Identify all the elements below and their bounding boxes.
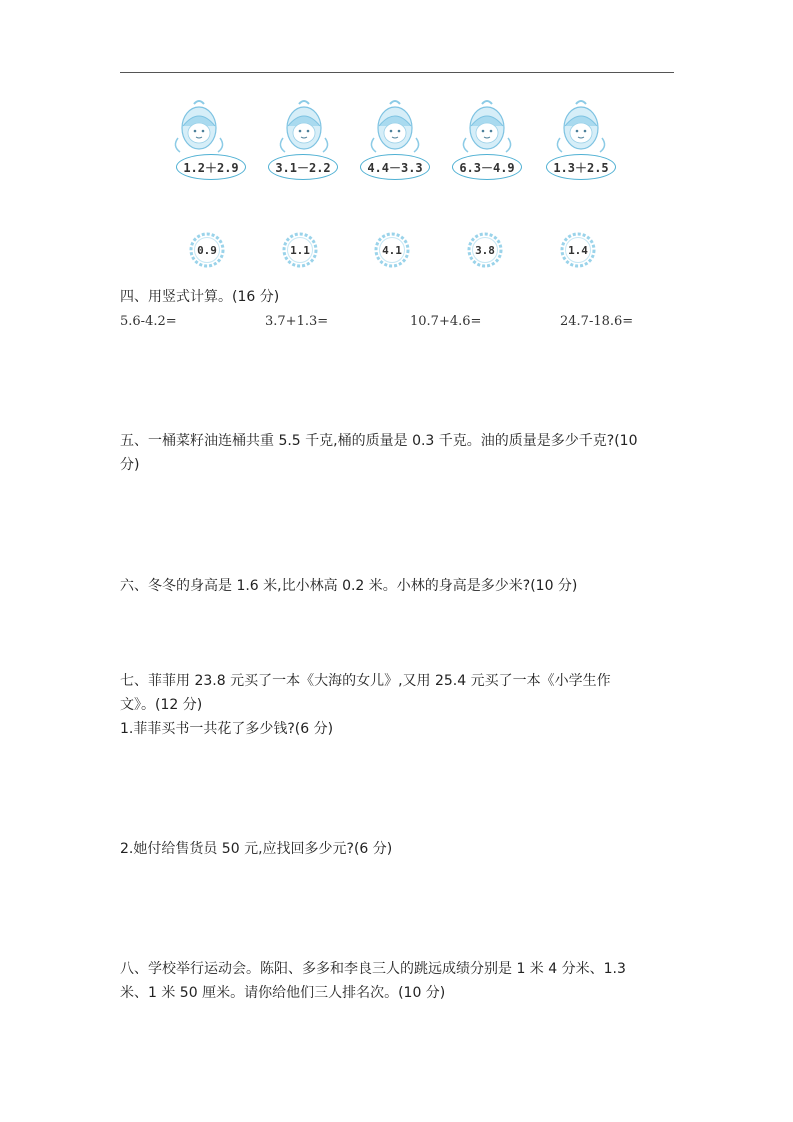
expression-oval: 1.3＋2.5	[546, 154, 616, 180]
section-7-question-2: 2.她付给售货员 50 元,应找回多少元?(6 分)	[120, 841, 393, 857]
section-8-line-1: 八、学校举行运动会。陈阳、多多和李良三人的跳远成绩分别是 1 米 4 分米、1.3	[120, 961, 626, 977]
calc-problem: 10.7+4.6=	[410, 314, 482, 329]
answer-wreath	[372, 230, 412, 270]
matching-figure	[120, 96, 674, 276]
expression-oval: 3.1－2.2	[268, 154, 338, 180]
girl-icon	[164, 96, 234, 154]
answer-wreath	[465, 230, 505, 270]
calc-problem: 5.6-4.2=	[120, 314, 177, 329]
expression-oval: 4.4－3.3	[360, 154, 430, 180]
answer-value: 1.4	[568, 243, 588, 257]
expression-oval: 1.2＋2.9	[176, 154, 246, 180]
section-7-question-1: 1.菲菲买书一共花了多少钱?(6 分)	[120, 721, 334, 737]
section-8-line-2: 米、1 米 50 厘米。请你给他们三人排名次。(10 分)	[120, 985, 446, 1001]
section-7-line-2: 文》。(12 分)	[120, 697, 203, 713]
expression-oval: 6.3－4.9	[452, 154, 522, 180]
girl-icon	[546, 96, 616, 154]
calc-problem: 24.7-18.6=	[560, 314, 634, 329]
section-7-line-1: 七、菲菲用 23.8 元买了一本《大海的女儿》,又用 25.4 元买了一本《小学生作	[120, 673, 611, 689]
section-5-line-1: 五、一桶菜籽油连桶共重 5.5 千克,桶的质量是 0.3 千克。油的质量是多少千克?(10	[120, 433, 638, 449]
answer-value: 4.1	[382, 243, 402, 257]
answer-wreath	[280, 230, 320, 270]
answer-value: 0.9	[197, 243, 217, 257]
section-5-line-2: 分)	[120, 457, 140, 473]
answer-wreath	[187, 230, 227, 270]
answer-value: 1.1	[290, 243, 310, 257]
section-6-line-1: 六、冬冬的身高是 1.6 米,比小林高 0.2 米。小林的身高是多少米?(10 分)	[120, 578, 578, 594]
calc-problem: 3.7+1.3=	[265, 314, 329, 329]
answer-value: 3.8	[475, 243, 495, 257]
girl-icon	[360, 96, 430, 154]
top-rule	[120, 72, 674, 73]
answer-wreath	[558, 230, 598, 270]
section-4-title: 四、用竖式计算。(16 分)	[120, 289, 280, 305]
girl-icon	[452, 96, 522, 154]
girl-icon	[269, 96, 339, 154]
